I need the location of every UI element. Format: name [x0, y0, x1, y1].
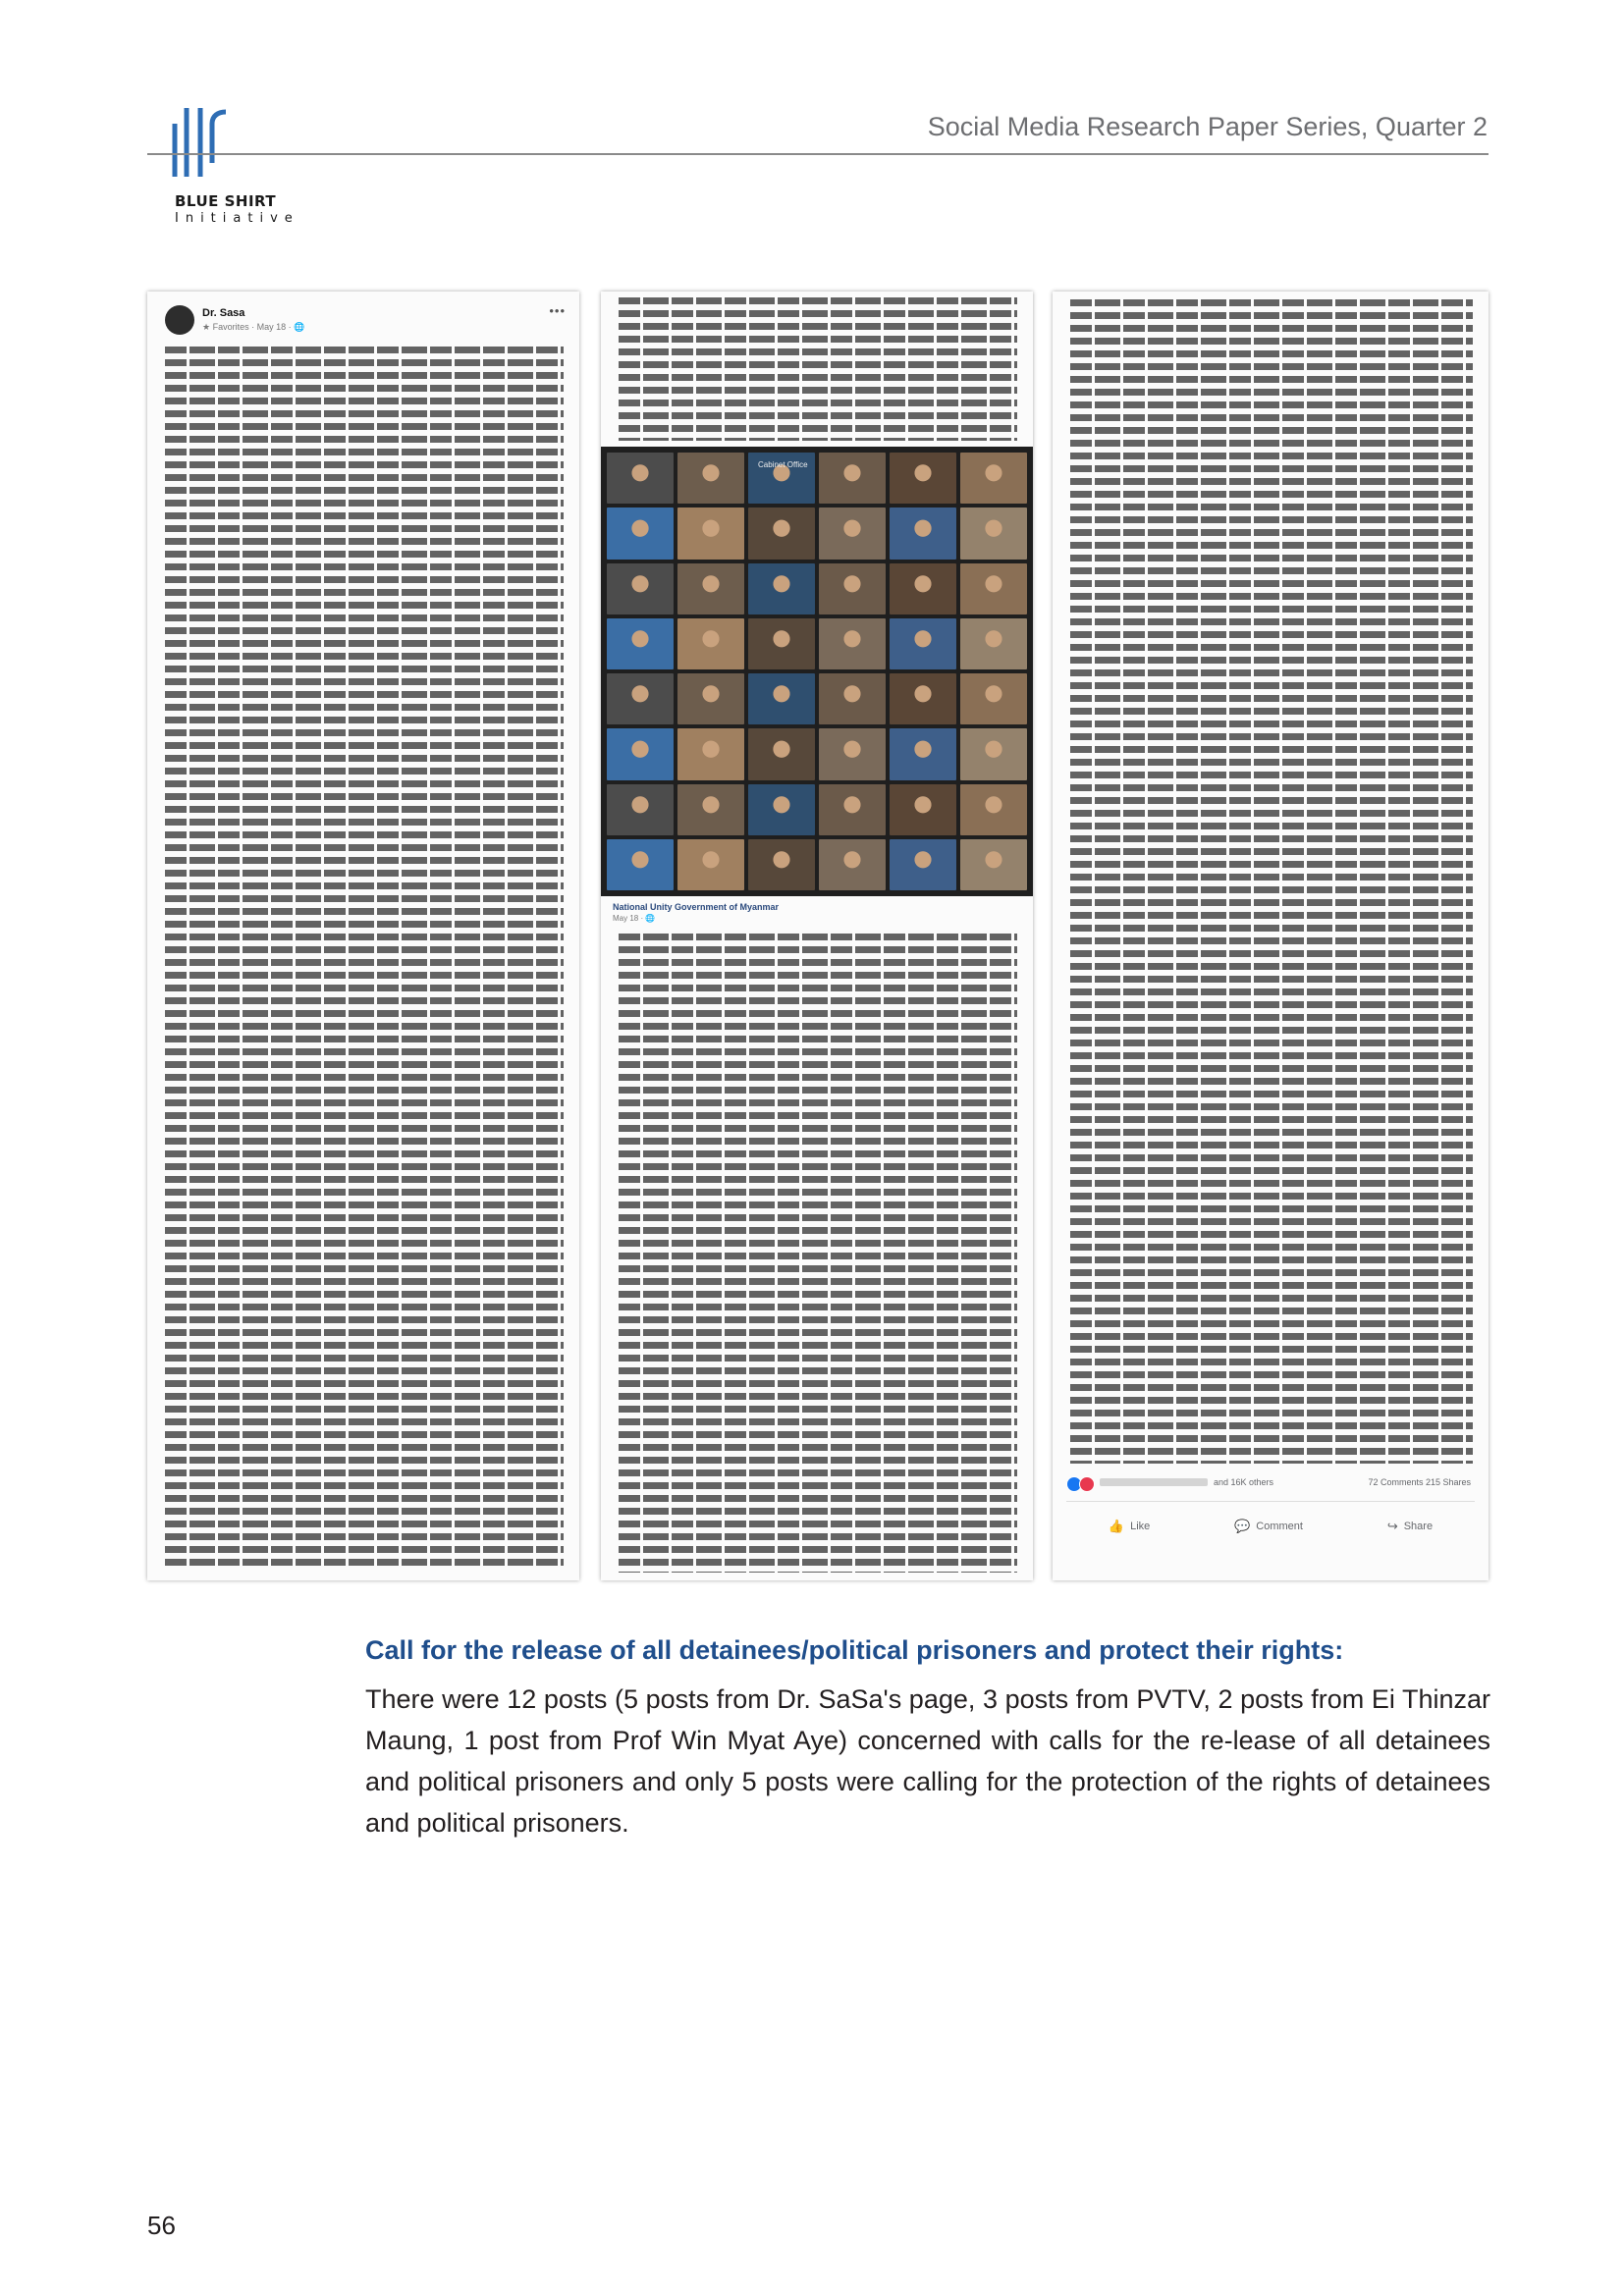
facebook-post-screenshot-right [1053, 292, 1489, 1580]
participant-tile [819, 618, 886, 669]
facebook-post-screenshot-left [147, 292, 579, 1580]
participant-tile [960, 728, 1027, 779]
share-button [1387, 1515, 1433, 1538]
header-rule [147, 153, 1489, 155]
love-reaction-icon [1079, 1476, 1095, 1492]
comment-icon: 💬 [1234, 1519, 1251, 1533]
participant-tile [890, 728, 956, 779]
participant-tile [748, 507, 815, 559]
participant-tile [960, 784, 1027, 835]
participant-tile [819, 673, 886, 724]
participant-tile [960, 618, 1027, 669]
participant-tile [890, 618, 956, 669]
series-title: Social Media Research Paper Series, Quarter 2 [927, 112, 1488, 141]
like-label: Like [1130, 1521, 1151, 1532]
reactor-names-blurred [1100, 1478, 1208, 1486]
logo-subtitle: Initiative [175, 211, 299, 226]
participant-tile [960, 563, 1027, 614]
page-name: National Unity Government of Myanmar [613, 902, 780, 912]
participant-tile [677, 507, 744, 559]
comment-label: Comment [1256, 1521, 1303, 1532]
participant-tile [677, 728, 744, 779]
blue-shirt-logo [147, 102, 295, 183]
post-header [613, 902, 779, 923]
participant-tile [819, 507, 886, 559]
divider [1066, 1501, 1475, 1502]
participant-tile [960, 839, 1027, 890]
participant-tile [607, 618, 674, 669]
participant-grid [607, 453, 1027, 890]
burmese-post-text-top [619, 297, 1017, 441]
logo-mark-icon [147, 102, 228, 183]
participant-tile [960, 507, 1027, 559]
share-label: Share [1403, 1521, 1434, 1532]
participant-tile [819, 563, 886, 614]
participant-tile [607, 728, 674, 779]
participant-tile [819, 784, 886, 835]
participant-tile [890, 839, 956, 890]
comment-button [1234, 1515, 1303, 1538]
participant-tile [677, 453, 744, 504]
participant-tile [748, 839, 815, 890]
like-button [1109, 1515, 1150, 1538]
participant-tile [890, 784, 956, 835]
participant-tile [677, 673, 744, 724]
post-meta: ★ Favorites · May 18 · 🌐 [202, 322, 305, 332]
participant-tile [890, 673, 956, 724]
participant-tile [677, 839, 744, 890]
participant-tile [748, 618, 815, 669]
share-icon: ↪ [1386, 1519, 1398, 1533]
logo-name: BLUE SHIRT [175, 192, 277, 210]
participant-tile [607, 563, 674, 614]
burmese-post-text-bottom [619, 934, 1017, 1573]
burmese-post-text [1070, 299, 1473, 1464]
reaction-icons [1066, 1476, 1092, 1492]
comments-shares-count: 72 Comments 215 Shares [1368, 1477, 1471, 1487]
reaction-bar [1066, 1475, 1475, 1495]
participant-tile [677, 563, 744, 614]
participant-tile [819, 728, 886, 779]
participant-tile [607, 507, 674, 559]
participant-tile [960, 673, 1027, 724]
participant-tile [890, 507, 956, 559]
avatar [165, 305, 194, 335]
burmese-post-text [165, 347, 564, 1569]
participant-tile [819, 839, 886, 890]
page-name: Dr. Sasa [202, 307, 245, 319]
reactions-count: and 16K others [1214, 1477, 1274, 1487]
participant-tile [607, 839, 674, 890]
caption-body: There were 12 posts (5 posts from Dr. SaSa's page, 3 posts from PVTV, 2 posts from Ei Thinzar Maung, 1 post from Prof Win Myat Aye) concerned with calls for the re-lease of all detainees and political prisoners and only 5 posts were calling for the protection of the rights of detainees and political prisoners. [365, 1684, 1490, 1838]
caption-heading: Call for the release of all detainees/political prisoners and protect their rights: [365, 1635, 1344, 1665]
video-call-image [601, 447, 1033, 896]
participant-tile [607, 673, 674, 724]
participant-tile [748, 728, 815, 779]
post-meta: May 18 · 🌐 [613, 914, 656, 923]
more-options-icon: ••• [549, 303, 566, 318]
action-bar [1066, 1515, 1475, 1538]
participant-tile [748, 563, 815, 614]
participant-tile [960, 453, 1027, 504]
participant-tile [607, 784, 674, 835]
participant-tile [890, 563, 956, 614]
participant-tile [819, 453, 886, 504]
facebook-post-screenshot-middle [601, 292, 1033, 1580]
page-number: 56 [147, 2211, 176, 2240]
participant-tile [607, 453, 674, 504]
participant-tile [890, 453, 956, 504]
thumbs-up-icon: 👍 [1108, 1519, 1125, 1533]
meeting-title: Cabinet Office [758, 460, 808, 469]
participant-tile [748, 784, 815, 835]
participant-tile [677, 784, 744, 835]
participant-tile [748, 673, 815, 724]
participant-tile [677, 618, 744, 669]
